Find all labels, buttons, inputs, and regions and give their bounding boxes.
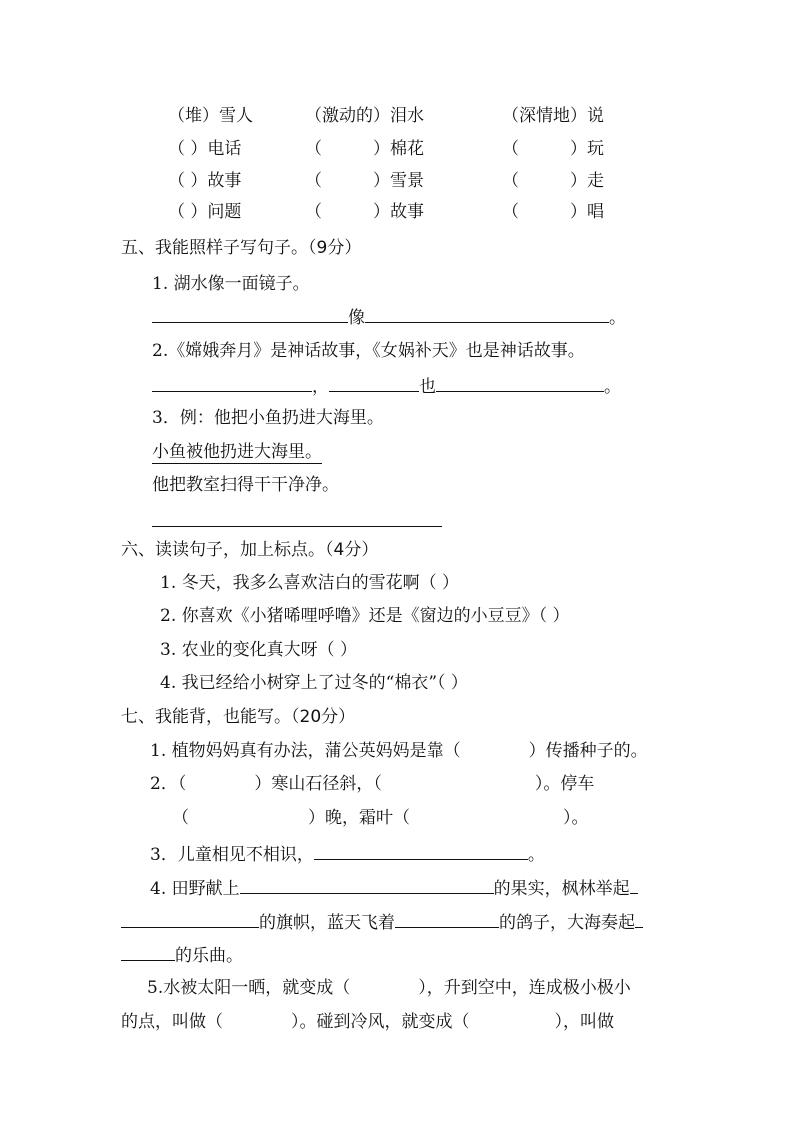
grid-cell: （ ）玩 — [502, 139, 604, 159]
q4b-mid-text: 的旗帜，蓝天飞着 — [259, 913, 395, 933]
q4c-end-text: 的乐曲。 — [175, 946, 243, 966]
section5-q3: 3．例：他把小鱼扔进大海里。 — [152, 408, 384, 428]
grid-cell: （ ）棉花 — [305, 139, 424, 159]
section5-q3-sentence: 他把教室扫得干干净净。 — [152, 475, 339, 495]
section5-q1: 1. 湖水像一面镜子。 — [152, 274, 310, 294]
answer-blank[interactable] — [329, 373, 419, 392]
grid-cell: （ ）问题 — [168, 202, 242, 222]
grid-cell: （ ）走 — [502, 171, 604, 191]
answer-blank[interactable] — [365, 304, 609, 323]
q1-end-text: 。 — [609, 308, 626, 328]
section5-q3-answer-line — [152, 508, 442, 534]
section7-q4c — [121, 942, 243, 968]
q3-text: 3．儿童相见不相识， — [150, 845, 314, 865]
q4-mid-text: 的果实，枫林举起 — [493, 879, 630, 899]
answer-blank[interactable] — [314, 841, 528, 860]
section6-title: 六、读读句子，加上标点。（4分） — [121, 540, 379, 560]
q3-end-text: 。 — [527, 845, 545, 865]
section7-q4a — [150, 875, 638, 901]
q4b-end-text: 的鸽子，大海奏起 — [499, 913, 635, 933]
grid-cell: （ ）唱 — [502, 202, 604, 222]
section5-q2-answer-line — [152, 373, 621, 399]
answer-blank[interactable] — [395, 909, 499, 928]
grid-cell: （ ）故事 — [168, 171, 242, 191]
answer-blank[interactable] — [121, 942, 175, 961]
grid-cell: （激动的）泪水 — [305, 106, 424, 126]
q4-start-text: 4. 田野献上 — [150, 879, 240, 899]
section7-q3 — [150, 841, 545, 867]
section7-title: 七、我能背，也能写。（20分） — [121, 707, 356, 727]
section5-q3-example — [152, 440, 322, 464]
section7-q1: 1. 植物妈妈真有办法，蒲公英妈妈是靠（ ）传播种子的。 — [150, 741, 648, 761]
section5-title: 五、我能照样子写句子。（9分） — [121, 238, 362, 258]
section5-q1-answer-line — [152, 304, 626, 330]
section7-q2a: 2．（ ）寒山石径斜，（ ）。停车 — [150, 774, 595, 794]
answer-blank[interactable] — [436, 373, 604, 392]
grid-cell: （ ）故事 — [305, 202, 424, 222]
section5-q2: 2.《嫦娥奔月》是神话故事，《女娲补天》也是神话故事。 — [152, 341, 585, 361]
section6-item: 2. 你喜欢《小猪唏哩呼噜》还是《窗边的小豆豆》（ ） — [160, 606, 570, 626]
section6-item: 1. 冬天，我多么喜欢洁白的雪花啊（ ） — [160, 573, 460, 593]
section7-q5b: 的点，叫做（ ）。碰到冷风，就变成（ ），叫做 — [121, 1012, 614, 1032]
answer-blank[interactable] — [121, 909, 259, 928]
section7-q4b — [121, 909, 643, 935]
q2-mid-text: 也 — [419, 377, 436, 397]
answer-blank[interactable] — [630, 875, 638, 894]
answer-blank[interactable] — [152, 304, 348, 323]
section7-q5a: 5.水被太阳一晒，就变成（ ），升到空中，连成极小极小 — [147, 978, 631, 998]
q2-comma-text: ， — [312, 377, 329, 397]
grid-cell: （深情地）说 — [502, 106, 604, 126]
answer-blank[interactable] — [635, 909, 643, 928]
section6-item: 4. 我已经给小树穿上了过冬的“棉衣”（ ） — [160, 673, 468, 693]
answer-blank[interactable] — [240, 875, 494, 894]
q1-mid-text: 像 — [348, 308, 365, 328]
example-answer: 小鱼被他扔进大海里。 — [152, 442, 322, 462]
grid-cell: （ ）电话 — [168, 139, 242, 159]
section6-item: 3. 农业的变化真大呀（ ） — [160, 640, 358, 660]
grid-cell: （ ）雪景 — [305, 171, 424, 191]
q2-end-text: 。 — [604, 377, 621, 397]
answer-blank[interactable] — [152, 373, 312, 392]
grid-cell: （堆）雪人 — [168, 106, 253, 126]
answer-blank[interactable] — [152, 508, 442, 527]
section7-q2b: （ ）晚，霜叶（ ）。 — [172, 808, 589, 828]
